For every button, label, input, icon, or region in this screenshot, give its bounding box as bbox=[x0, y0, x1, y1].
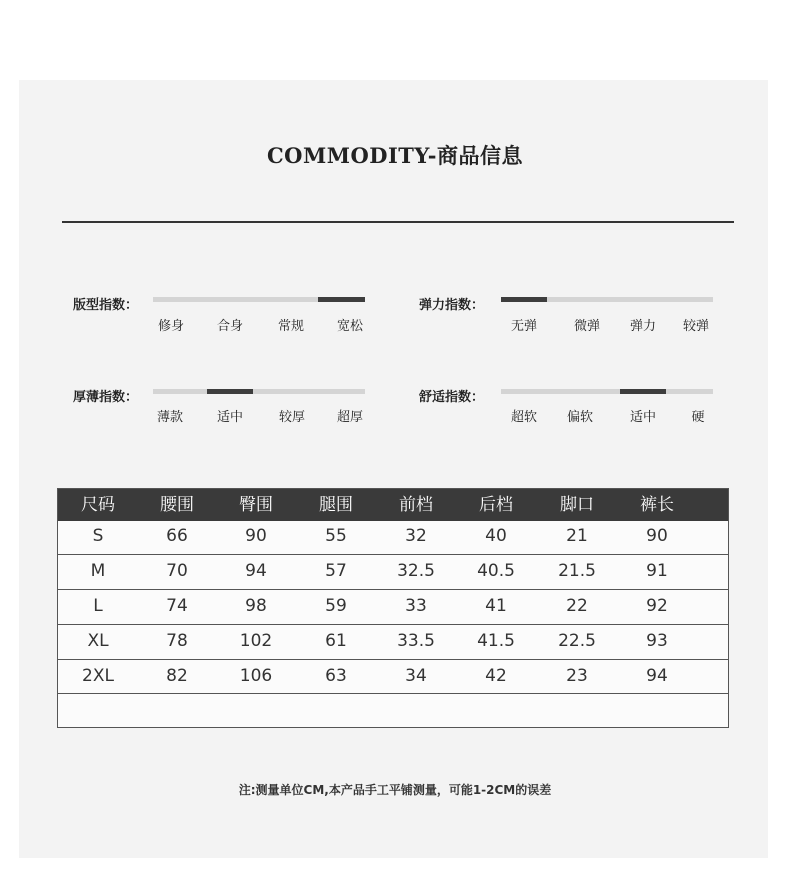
size-cell: L bbox=[93, 596, 103, 616]
table-cell: 66 bbox=[166, 526, 188, 546]
table-cell: 22 bbox=[566, 596, 588, 616]
header-cell: 尺码 bbox=[81, 495, 115, 515]
table-cell: 42 bbox=[485, 666, 507, 686]
table-cell: 90 bbox=[646, 526, 668, 546]
table-header bbox=[58, 489, 728, 521]
thickness-option: 较厚 bbox=[278, 410, 305, 425]
table-cell: 22.5 bbox=[558, 631, 596, 651]
fit-option: 修身 bbox=[157, 319, 184, 334]
table-cell: 93 bbox=[646, 631, 668, 651]
row-divider bbox=[58, 554, 728, 555]
header-cell: 腿围 bbox=[319, 495, 353, 515]
table-cell: 98 bbox=[245, 596, 267, 616]
table-cell: 61 bbox=[325, 631, 347, 651]
comfort-option: 偏软 bbox=[566, 410, 593, 425]
comfort-option: 超软 bbox=[510, 410, 537, 425]
fit-index-label: 版型指数： bbox=[73, 298, 139, 313]
elasticity-option: 弹力 bbox=[629, 319, 656, 334]
table-cell: 92 bbox=[646, 596, 668, 616]
thickness-index-bar bbox=[153, 389, 365, 394]
row-divider bbox=[58, 693, 728, 694]
elasticity-option: 较弹 bbox=[682, 319, 709, 334]
size-cell: S bbox=[92, 526, 104, 546]
page-title: COMMODITY-商品信息 bbox=[266, 143, 524, 168]
size-cell: M bbox=[90, 561, 106, 581]
table-cell: 70 bbox=[166, 561, 188, 581]
thickness-index-selected-segment bbox=[207, 389, 253, 394]
table-cell: 59 bbox=[325, 596, 347, 616]
table-cell: 78 bbox=[166, 631, 188, 651]
table-cell: 21 bbox=[566, 526, 588, 546]
elasticity-index-bar bbox=[501, 297, 713, 302]
table-cell: 106 bbox=[239, 666, 273, 686]
comfort-index-bar bbox=[501, 389, 713, 394]
table-cell: 91 bbox=[646, 561, 668, 581]
table-cell: 33 bbox=[405, 596, 427, 616]
table-cell: 21.5 bbox=[558, 561, 596, 581]
table-cell: 40 bbox=[485, 526, 507, 546]
table-cell: 90 bbox=[245, 526, 267, 546]
thickness-option: 薄款 bbox=[156, 410, 183, 425]
table-cell: 33.5 bbox=[397, 631, 435, 651]
thickness-index-label: 厚薄指数： bbox=[73, 390, 139, 405]
size-table bbox=[57, 488, 729, 728]
elasticity-option: 无弹 bbox=[510, 319, 537, 334]
table-cell: 57 bbox=[325, 561, 347, 581]
table-cell: 94 bbox=[245, 561, 267, 581]
size-cell: 2XL bbox=[82, 666, 114, 686]
table-cell: 41 bbox=[485, 596, 507, 616]
elasticity-index-selected-segment bbox=[501, 297, 547, 302]
thickness-option: 适中 bbox=[216, 410, 243, 425]
row-divider bbox=[58, 589, 728, 590]
elasticity-option: 微弹 bbox=[573, 319, 600, 334]
header-cell: 裤长 bbox=[640, 495, 674, 515]
table-cell: 55 bbox=[325, 526, 347, 546]
table-cell: 32.5 bbox=[397, 561, 435, 581]
measurement-note: 注:测量单位CM,本产品手工平铺测量，可能1-2CM的误差 bbox=[238, 783, 552, 797]
table-cell: 102 bbox=[239, 631, 273, 651]
table-cell: 23 bbox=[566, 666, 588, 686]
table-cell: 63 bbox=[325, 666, 347, 686]
thickness-option: 超厚 bbox=[336, 410, 363, 425]
title-divider bbox=[62, 221, 734, 223]
comfort-option: 硬 bbox=[691, 410, 705, 425]
fit-option: 宽松 bbox=[336, 319, 363, 334]
header-cell: 脚口 bbox=[560, 495, 594, 515]
comfort-index-selected-segment bbox=[620, 389, 666, 394]
header-cell: 前档 bbox=[399, 495, 433, 515]
header-cell: 后档 bbox=[479, 495, 513, 515]
comfort-option: 适中 bbox=[629, 410, 656, 425]
row-divider bbox=[58, 659, 728, 660]
table-cell: 41.5 bbox=[477, 631, 515, 651]
header-cell: 腰围 bbox=[160, 495, 194, 515]
table-cell: 34 bbox=[405, 666, 427, 686]
fit-option: 合身 bbox=[216, 319, 243, 334]
size-cell: XL bbox=[87, 631, 109, 651]
fit-index-bar bbox=[153, 297, 365, 302]
table-cell: 94 bbox=[646, 666, 668, 686]
row-divider bbox=[58, 624, 728, 625]
table-cell: 40.5 bbox=[477, 561, 515, 581]
header-cell: 臀围 bbox=[239, 495, 273, 515]
elasticity-index-label: 弹力指数： bbox=[419, 298, 485, 313]
fit-index-selected-segment bbox=[318, 297, 365, 302]
fit-option: 常规 bbox=[277, 319, 304, 334]
content-panel bbox=[19, 80, 768, 858]
table-cell: 32 bbox=[405, 526, 427, 546]
table-cell: 74 bbox=[166, 596, 188, 616]
table-cell: 82 bbox=[166, 666, 188, 686]
comfort-index-label: 舒适指数： bbox=[419, 390, 485, 405]
